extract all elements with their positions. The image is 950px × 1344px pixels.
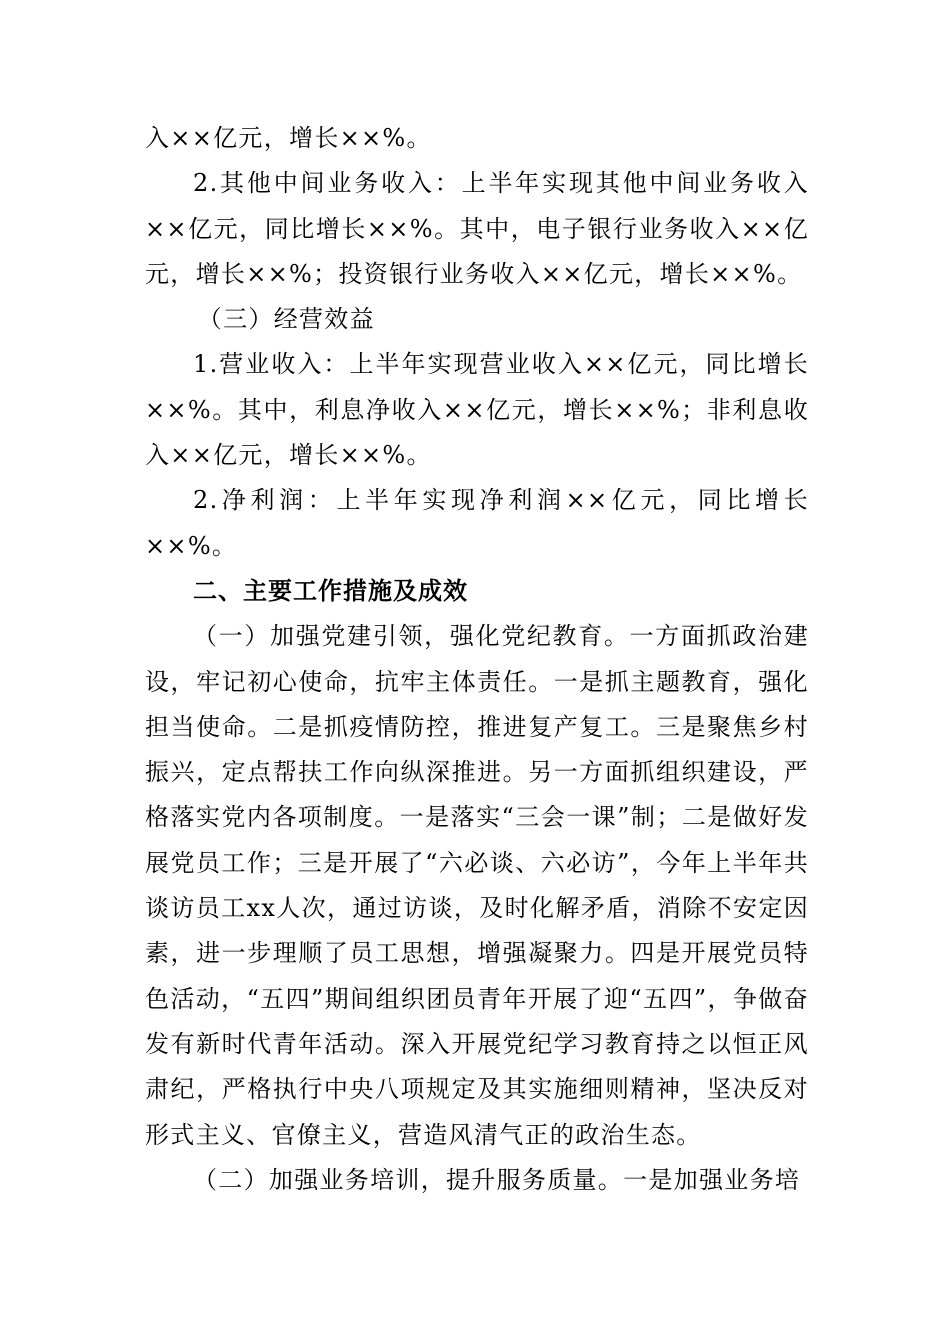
- document-body: [145, 116, 809, 1203]
- paragraph-continuation: 入××亿元，增长××%。: [145, 124, 432, 152]
- paragraph-party-building: （一）加强党建引领，强化党纪教育。一方面抓政治建设，牢记初心使命，抗牢主体责任。一是抓主题教育，强化担当使命。二是抓疫情防控，推进复产复工。三是聚焦乡村振兴，定点帮扶工作向纵深推进。另一方面抓组织建设，严格落实党内各项制度。一是落实“三会一课”制；二是做好发展党员工作；三是开展了“六必谈、六必访”，今年上半年共谈访员工xx人次，通过访谈，及时化解矛盾，消除不安定因素，进一步理顺了员工思想，增强凝聚力。四是开展党员特色活动，“五四”期间组织团员青年开展了迎“五四”，争做奋发有新时代青年活动。深入开展党纪学习教育持之以恒正风肃纪，严格执行中央八项规定及其实施细则精神，坚决反对形式主义、官僚主义，营造风清气正的政治生态。: [145, 622, 809, 1149]
- paragraph-operating-revenue: 1.营业收入：上半年实现营业收入××亿元，同比增长××%。其中，利息净收入××亿元，增长××%；非利息收入××亿元，增长××%。: [145, 350, 809, 470]
- subheading-operating-performance: （三）经营效益: [197, 305, 375, 334]
- section-heading-main-measures: 二、主要工作措施及成效: [193, 576, 468, 605]
- paragraph-other-intermediary-income: 2.其他中间业务收入：上半年实现其他中间业务收入××亿元，同比增长××%。其中，电子银行业务收入××亿元，增长××%；投资银行业务收入××亿元，增长××%。: [145, 169, 809, 288]
- paragraph-business-training: （二）加强业务培训，提升服务质量。一是加强业务培: [193, 1165, 801, 1194]
- paragraph-net-profit: 2.净利润：上半年实现净利润××亿元，同比增长××%。: [145, 486, 809, 560]
